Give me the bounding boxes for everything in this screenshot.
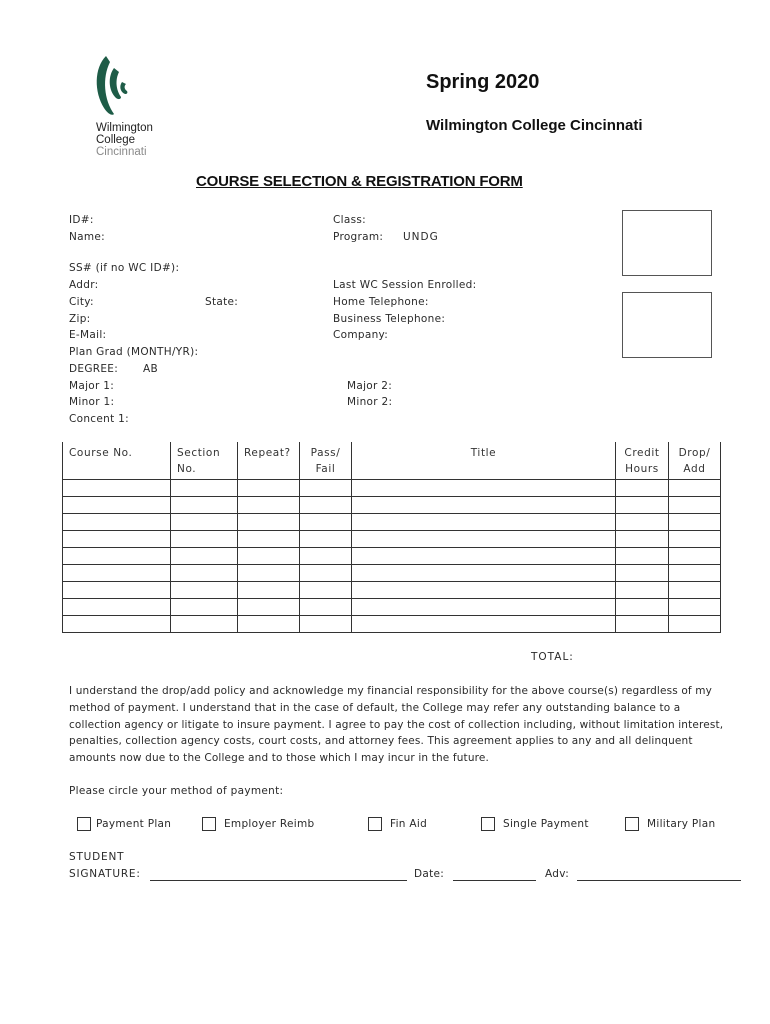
city-label: City: — [69, 296, 94, 308]
course-cell[interactable] — [171, 497, 238, 514]
course-cell[interactable] — [63, 480, 171, 497]
last-session-label: Last WC Session Enrolled: — [333, 279, 477, 291]
date-label: Date: — [414, 868, 445, 880]
course-cell[interactable] — [238, 548, 300, 565]
course-cell[interactable] — [171, 616, 238, 633]
college-logo — [88, 54, 178, 159]
course-cell[interactable] — [171, 582, 238, 599]
course-cell[interactable] — [616, 480, 669, 497]
major2-label: Major 2: — [347, 380, 393, 392]
form-title: COURSE SELECTION & REGISTRATION FORM — [196, 173, 523, 190]
course-row — [63, 565, 721, 582]
course-cell[interactable] — [352, 599, 616, 616]
course-cell[interactable] — [669, 599, 721, 616]
course-cell[interactable] — [171, 548, 238, 565]
plan-grad-label: Plan Grad (MONTH/YR): — [69, 346, 199, 358]
course-cell[interactable] — [63, 616, 171, 633]
home-phone-label: Home Telephone: — [333, 296, 429, 308]
adv-label: Adv: — [545, 868, 570, 880]
course-cell[interactable] — [171, 514, 238, 531]
course-cell[interactable] — [63, 497, 171, 514]
header-course-no: Course No. — [63, 442, 171, 480]
agreement-text: I understand the drop/add policy and acknowledge my financial responsibility for the above course(s) regardless of my method of payment. I understand that in the case of default, the College may refer any outstanding balance to a collection agency or litigate to insure payment. I agree to pay the cost of collection including, without limitation interest, penalties, collection agency costs, court costs, and attorney fees. This agreement applies to any and all delinquent amounts now due to the College and to those which I may incur in the future. — [69, 685, 724, 765]
program-value: UNDG — [403, 231, 439, 243]
course-cell[interactable] — [352, 565, 616, 582]
course-cell[interactable] — [669, 548, 721, 565]
course-cell[interactable] — [238, 497, 300, 514]
course-cell[interactable] — [669, 531, 721, 548]
payment-plan-label: Payment Plan — [96, 818, 172, 830]
photo-box-top — [622, 210, 712, 276]
course-cell[interactable] — [63, 565, 171, 582]
header-title: Title — [352, 442, 616, 480]
signature-line[interactable] — [150, 880, 407, 881]
course-cell[interactable] — [300, 497, 352, 514]
header-repeat: Repeat? — [238, 442, 300, 480]
program-label: Program: — [333, 231, 384, 243]
course-cell[interactable] — [352, 548, 616, 565]
course-cell[interactable] — [352, 514, 616, 531]
course-cell[interactable] — [616, 497, 669, 514]
single-payment-label: Single Payment — [503, 818, 589, 830]
minor1-label: Minor 1: — [69, 396, 115, 408]
military-plan-label: Military Plan — [647, 818, 716, 830]
header-section-no: Section No. — [171, 442, 238, 480]
photo-box-bottom — [622, 292, 712, 358]
course-cell[interactable] — [238, 565, 300, 582]
course-cell[interactable] — [63, 548, 171, 565]
concent1-label: Concent 1: — [69, 413, 129, 425]
course-cell[interactable] — [300, 599, 352, 616]
course-cell[interactable] — [238, 480, 300, 497]
course-cell[interactable] — [352, 531, 616, 548]
course-cell[interactable] — [352, 480, 616, 497]
course-cell[interactable] — [669, 497, 721, 514]
course-cell[interactable] — [669, 565, 721, 582]
course-cell[interactable] — [171, 480, 238, 497]
course-row — [63, 616, 721, 633]
course-row — [63, 514, 721, 531]
course-cell[interactable] — [616, 531, 669, 548]
header-drop-add: Drop/ Add — [669, 442, 721, 480]
date-line[interactable] — [453, 880, 536, 881]
business-phone-label: Business Telephone: — [333, 313, 446, 325]
class-label: Class: — [333, 214, 366, 226]
course-cell[interactable] — [238, 599, 300, 616]
course-row — [63, 531, 721, 548]
course-cell[interactable] — [352, 497, 616, 514]
course-cell[interactable] — [171, 599, 238, 616]
course-cell[interactable] — [171, 565, 238, 582]
course-cell[interactable] — [238, 531, 300, 548]
course-cell[interactable] — [616, 514, 669, 531]
major1-label: Major 1: — [69, 380, 115, 392]
term-heading: Spring 2020 — [426, 71, 540, 93]
course-table — [62, 442, 721, 633]
course-cell[interactable] — [669, 582, 721, 599]
signature-label-line2: SIGNATURE: — [69, 868, 141, 880]
course-row — [63, 599, 721, 616]
course-cell[interactable] — [63, 514, 171, 531]
minor2-label: Minor 2: — [347, 396, 393, 408]
logo-line-2: College — [96, 134, 135, 146]
degree-value: AB — [143, 363, 158, 375]
course-cell[interactable] — [616, 565, 669, 582]
course-cell[interactable] — [63, 582, 171, 599]
course-row — [63, 582, 721, 599]
course-cell[interactable] — [171, 531, 238, 548]
course-cell[interactable] — [300, 582, 352, 599]
logo-mark-icon — [92, 54, 136, 116]
course-cell[interactable] — [669, 480, 721, 497]
course-cell[interactable] — [616, 582, 669, 599]
id-label: ID#: — [69, 214, 94, 226]
fin-aid-label: Fin Aid — [390, 818, 428, 830]
course-cell[interactable] — [352, 582, 616, 599]
course-cell[interactable] — [669, 514, 721, 531]
course-cell[interactable] — [616, 616, 669, 633]
zip-label: Zip: — [69, 313, 91, 325]
name-label: Name: — [69, 231, 106, 243]
course-cell[interactable] — [300, 531, 352, 548]
course-cell[interactable] — [300, 565, 352, 582]
employer-reimb-label: Employer Reimb — [224, 818, 315, 830]
header-credit-hours: Credit Hours — [616, 442, 669, 480]
course-row — [63, 497, 721, 514]
employer-reimb-checkbox[interactable] — [202, 817, 216, 831]
course-cell[interactable] — [300, 514, 352, 531]
signature-label-line1: STUDENT — [69, 851, 125, 863]
course-cell[interactable] — [238, 616, 300, 633]
total-label: TOTAL: — [531, 651, 574, 663]
payment-plan-checkbox[interactable] — [77, 817, 91, 831]
course-cell[interactable] — [238, 582, 300, 599]
course-row — [63, 480, 721, 497]
degree-label: DEGREE: — [69, 363, 119, 375]
logo-line-1: Wilmington — [96, 122, 153, 134]
course-cell[interactable] — [63, 599, 171, 616]
course-cell[interactable] — [616, 548, 669, 565]
course-cell[interactable] — [300, 616, 352, 633]
addr-label: Addr: — [69, 279, 99, 291]
course-cell[interactable] — [300, 480, 352, 497]
course-cell[interactable] — [669, 616, 721, 633]
course-cell[interactable] — [300, 548, 352, 565]
course-table-header — [63, 442, 721, 480]
email-label: E-Mail: — [69, 329, 107, 341]
course-cell[interactable] — [616, 599, 669, 616]
company-label: Company: — [333, 329, 389, 341]
ssn-label: SS# (if no WC ID#): — [69, 262, 180, 274]
adv-line[interactable] — [577, 880, 741, 881]
military-plan-checkbox[interactable] — [625, 817, 639, 831]
single-payment-checkbox[interactable] — [481, 817, 495, 831]
logo-line-3: Cincinnati — [96, 146, 147, 158]
state-label: State: — [205, 296, 239, 308]
fin-aid-checkbox[interactable] — [368, 817, 382, 831]
course-cell[interactable] — [63, 531, 171, 548]
course-cell[interactable] — [238, 514, 300, 531]
payment-prompt: Please circle your method of payment: — [69, 785, 284, 797]
campus-heading: Wilmington College Cincinnati — [426, 117, 643, 134]
course-row — [63, 548, 721, 565]
header-pass-fail: Pass/ Fail — [300, 442, 352, 480]
course-cell[interactable] — [352, 616, 616, 633]
